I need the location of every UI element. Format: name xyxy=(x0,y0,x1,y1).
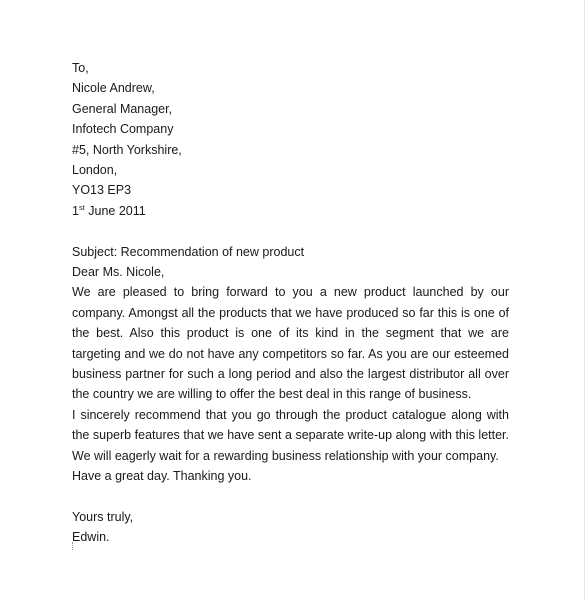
address-to: To, xyxy=(72,61,89,75)
closing-line: Have a great day. Thanking you. xyxy=(72,469,252,484)
letter-body xyxy=(72,58,509,548)
letter-subject: Subject: Recommendation of new product xyxy=(72,244,305,259)
spacer xyxy=(72,487,509,507)
recipient-company: Infotech Company xyxy=(72,122,174,137)
recipient-street: #5, North Yorkshire, xyxy=(72,142,182,157)
recipient-name: Nicole Andrew, xyxy=(72,81,155,96)
recipient-title: General Manager, xyxy=(72,101,173,116)
sign-off: Yours truly, xyxy=(72,509,134,524)
date-day: 1 xyxy=(72,203,79,218)
paragraph-product: We are pleased to bring forward to you a new product launched by our company. Amongst all the products that we have produced so far this is one of the best. Also this product is one of its kind in the segment that we are targeting and we do not have any competitors so far. As you are our esteemed business partner for such a long period and also the largest distributor all over the country we are willing to offer the best deal in this range of business. xyxy=(72,285,509,402)
date-suffix: st xyxy=(78,202,85,212)
signature: Edwin. xyxy=(72,530,110,545)
recipient-city: London, xyxy=(72,163,118,178)
letter-greeting: Dear Ms. Nicole, xyxy=(72,265,165,280)
date-month-year: June 2011 xyxy=(84,203,146,218)
paragraph-recommendation: I sincerely recommend that you go through the product catalogue along with the superb features that we have sent a separate write-up along with this letter. We will eagerly wait for a rewarding business relationship with your company. xyxy=(72,407,509,463)
text-cursor-mark xyxy=(72,542,74,550)
spacer xyxy=(72,221,509,241)
recipient-postcode: YO13 EP3 xyxy=(72,183,132,198)
letter-date xyxy=(72,201,509,221)
